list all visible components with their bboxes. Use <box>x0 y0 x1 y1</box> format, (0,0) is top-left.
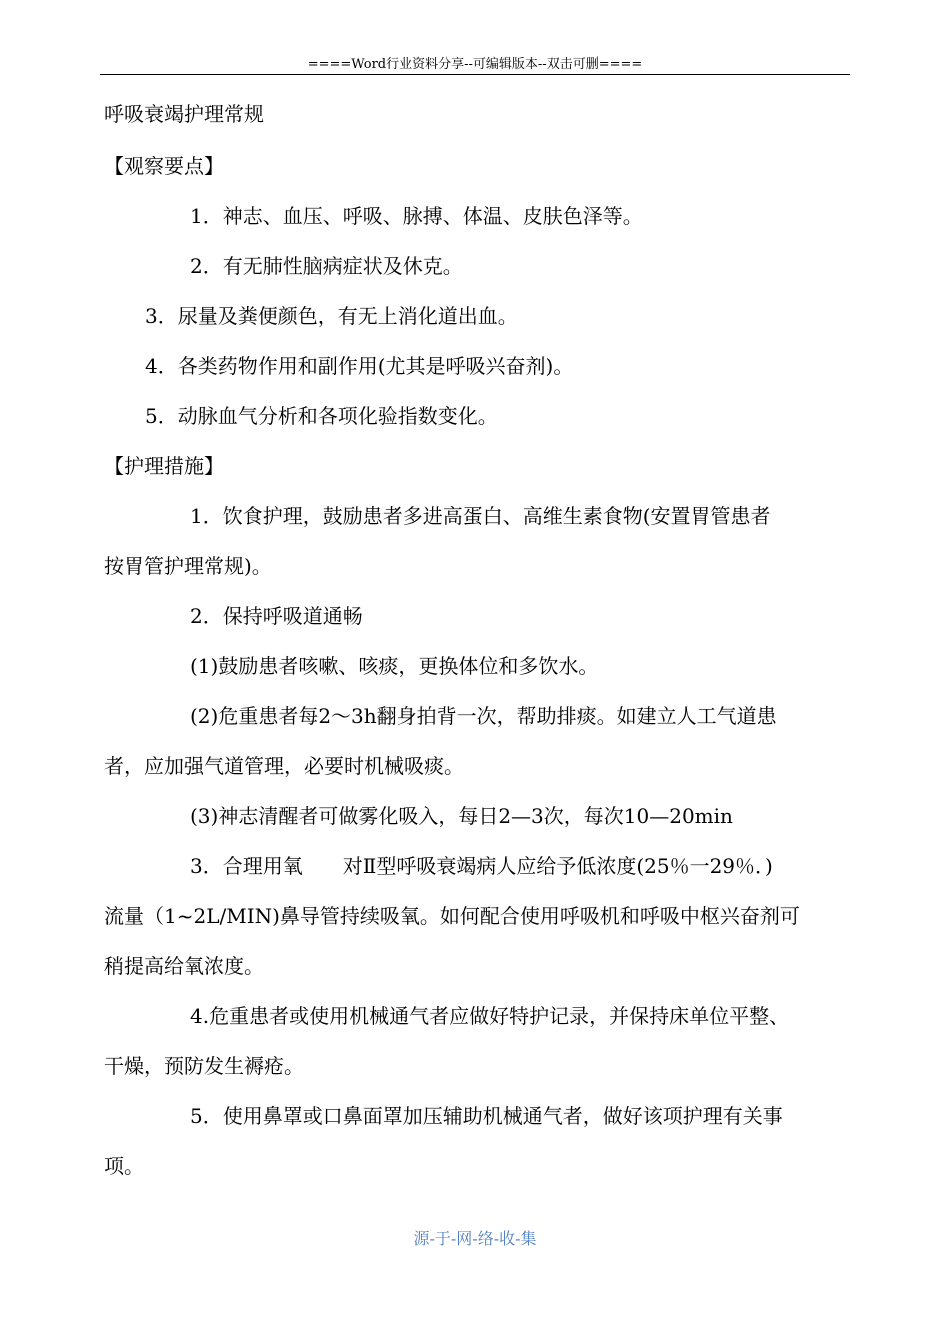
measure-item-2-sub-1: (1)鼓励患者咳嗽、咳痰，更换体位和多饮水。 <box>190 654 599 678</box>
measure-item-3-line-1: 3．合理用氧 对Ⅱ型呼吸衰竭病人应给予低浓度(25％一29％．) <box>190 854 773 878</box>
observation-item: 3．尿量及粪便颜色，有无上消化道出血。 <box>145 304 518 328</box>
observation-item: 2．有无肺性脑病症状及休克。 <box>190 254 463 278</box>
page-footer: 源-于-网-络-收-集 <box>413 1229 537 1248</box>
measure-item-3-line-3: 稍提高给氧浓度。 <box>104 954 264 978</box>
measure-item-4-line-1: 4.危重患者或使用机械通气者应做好特护记录，并保持床单位平整、 <box>190 1004 790 1028</box>
observation-item: 1．神志、血压、呼吸、脉搏、体温、皮肤色泽等。 <box>190 204 643 228</box>
measure-item-2-sub-2-line-1: (2)危重患者每2～3h翻身拍背一次，帮助排痰。如建立人工气道患 <box>190 704 777 728</box>
observation-heading: 【观察要点】 <box>104 154 224 178</box>
observation-item: 5．动脉血气分析和各项化验指数变化。 <box>145 404 498 428</box>
measure-item-1-line-1: 1．饮食护理，鼓励患者多进高蛋白、高维生素食物(安置胃管患者 <box>190 504 771 528</box>
header-divider <box>100 74 850 75</box>
measure-item-3-line-2: 流量（1~2L/MIN)鼻导管持续吸氧。如何配合使用呼吸机和呼吸中枢兴奋剂可 <box>104 904 800 928</box>
measure-item-2-sub-2-line-2: 者，应加强气道管理，必要时机械吸痰。 <box>104 754 464 778</box>
measure-item-5-line-2: 项。 <box>104 1154 144 1178</box>
page-header: ====Word行业资料分享--可编辑版本--双击可删==== <box>307 57 643 72</box>
measure-item-2: 2．保持呼吸道通畅 <box>190 604 363 628</box>
measures-heading: 【护理措施】 <box>104 454 224 478</box>
document-title: 呼吸衰竭护理常规 <box>104 102 264 126</box>
measure-item-1-line-2: 按胃管护理常规)。 <box>104 554 272 578</box>
measure-item-4-line-2: 干燥，预防发生褥疮。 <box>104 1054 304 1078</box>
observation-item: 4．各类药物作用和副作用(尤其是呼吸兴奋剂)。 <box>145 354 574 378</box>
measure-item-5-line-1: 5．使用鼻罩或口鼻面罩加压辅助机械通气者，做好该项护理有关事 <box>190 1104 783 1128</box>
measure-item-2-sub-3: (3)神志清醒者可做雾化吸入，每日2—3次，每次10—20min <box>190 804 733 828</box>
